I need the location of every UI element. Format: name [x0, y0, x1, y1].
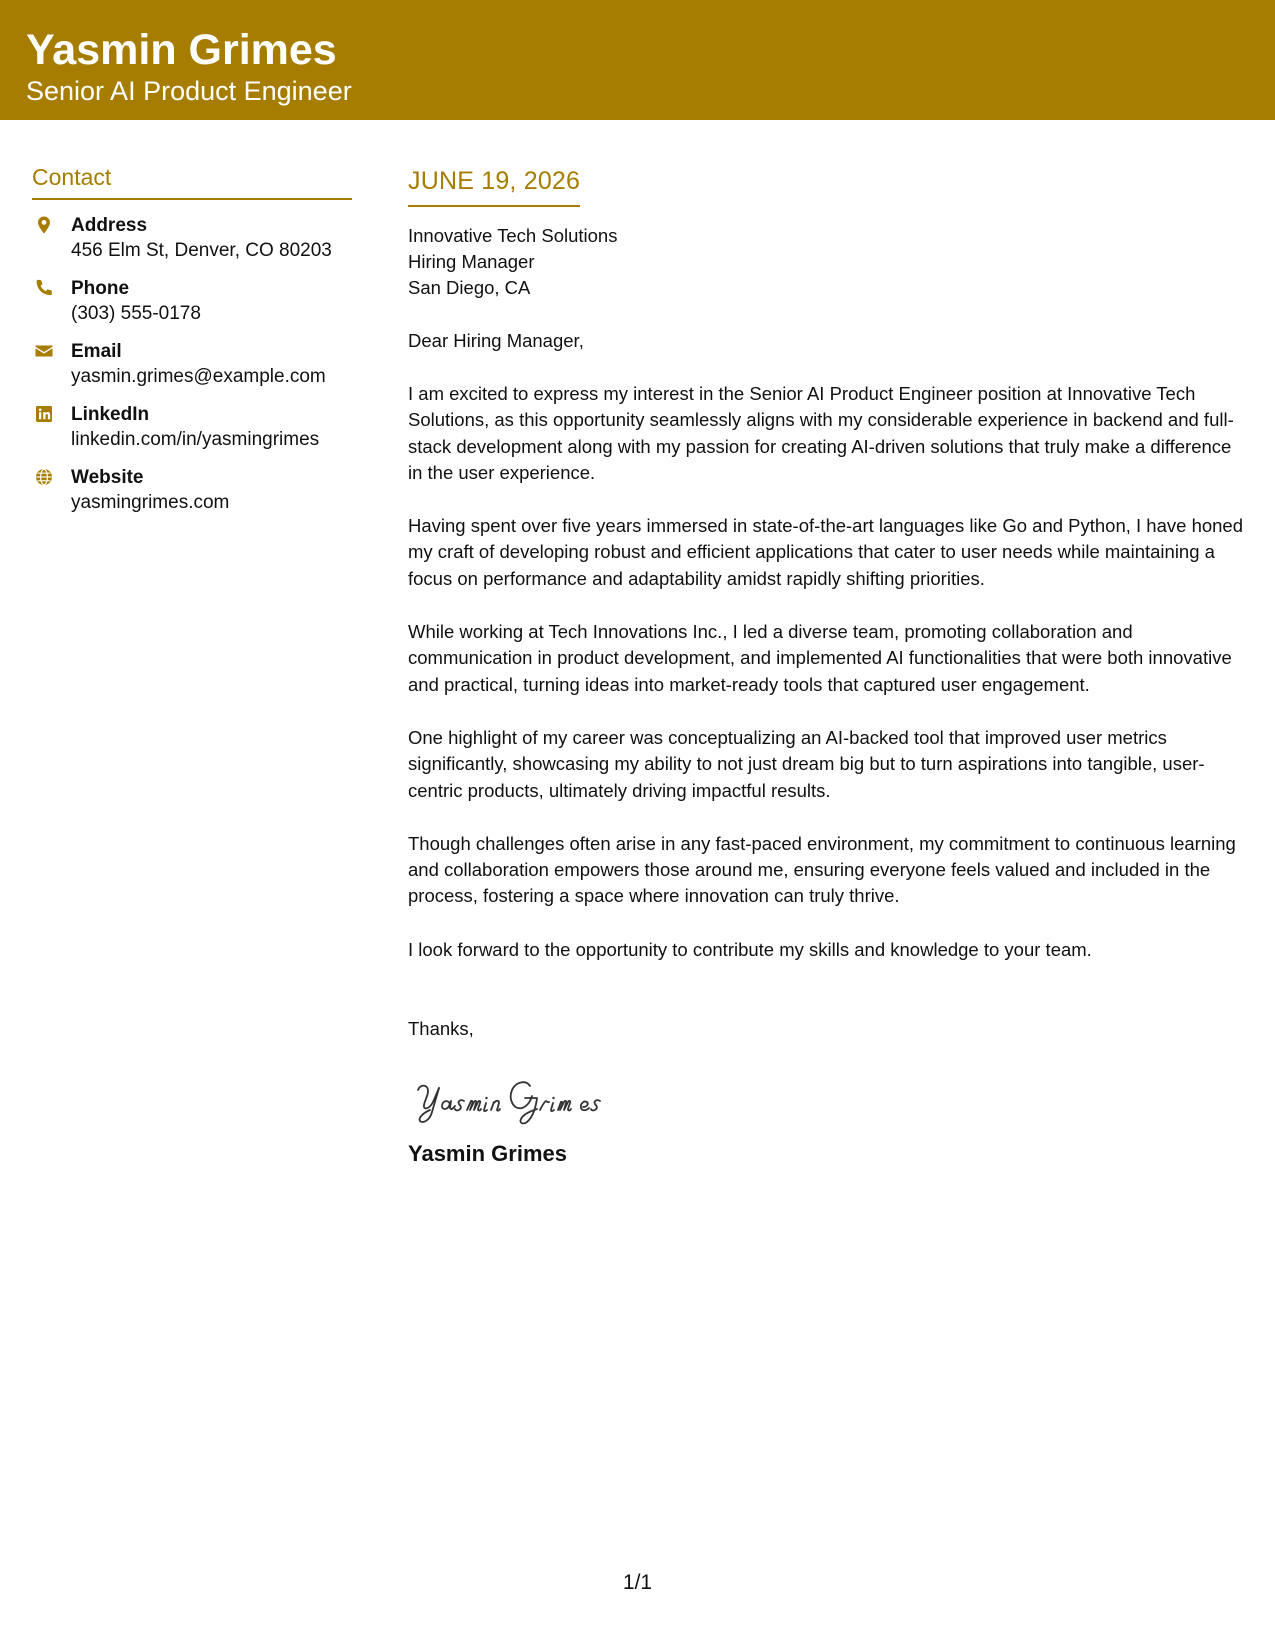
letter-date: JUNE 19, 2026 [408, 165, 580, 207]
linkedin-icon [34, 404, 54, 424]
contact-label: Address [71, 215, 148, 236]
contact-label: Phone [71, 278, 130, 299]
contact-item-phone [32, 277, 352, 340]
handwritten-signature [412, 1070, 672, 1130]
contact-value: 456 Elm St, Denver, CO 80203 [71, 240, 332, 261]
letter-body [408, 165, 1250, 1168]
salutation: Dear Hiring Manager, [408, 330, 584, 351]
letter-paragraph: I am excited to express my interest in the Senior AI Product Engineer position at Innovative Tech Solutions, as this opportunity seamlessly aligns with my considerable experience in backend and full-stack development along with my passion for creating AI-driven solutions that truly make a difference in the user experience. [408, 383, 1234, 483]
recipient-company: Innovative Tech Solutions [408, 225, 618, 246]
contact-item-email [32, 340, 352, 403]
closing: Thanks, [408, 1018, 474, 1040]
contact-heading: Contact [32, 162, 352, 200]
contact-list [32, 214, 352, 529]
recipient-role: Hiring Manager [408, 251, 535, 272]
contact-value: yasmingrimes.com [71, 492, 230, 513]
applicant-title: Senior AI Product Engineer [26, 76, 352, 106]
letter-paragraph: I look forward to the opportunity to contribute my skills and knowledge to your team. [408, 938, 1092, 960]
header-banner [0, 0, 1275, 120]
letter-paragraph: Having spent over five years immersed in state-of-the-art languages like Go and Python, I have honed my craft of developing robust and efficient applications that cater to user needs while maintaining a focus on performance and adaptability amidst rapidly shifting priorities. [408, 515, 1244, 589]
contact-label: LinkedIn [71, 404, 150, 425]
letter-paragraph: Though challenges often arise in any fast-paced environment, my commitment to continuous learning and collaboration empowers those around me, ensuring everyone feels valued and included in the process, fostering a space where innovation can truly thrive. [408, 832, 1236, 907]
applicant-name: Yasmin Grimes [26, 26, 337, 74]
page-number: 1/1 [622, 1571, 653, 1594]
recipient-block [408, 223, 1250, 301]
contact-item-website [32, 466, 352, 529]
contact-sidebar [32, 162, 352, 529]
contact-item-linkedin [32, 403, 352, 466]
signed-name: Yasmin Grimes [408, 1141, 567, 1167]
phone-icon [34, 278, 54, 298]
globe-icon [34, 467, 54, 487]
recipient-location: San Diego, CA [408, 277, 531, 298]
contact-item-address [32, 214, 352, 277]
contact-value: linkedin.com/in/yasmingrimes [71, 429, 320, 450]
contact-value: yasmin.grimes@example.com [71, 366, 326, 387]
contact-value: (303) 555-0178 [71, 303, 201, 324]
letter-paragraph: While working at Tech Innovations Inc., I led a diverse team, promoting collaboration and communication in product development, and implemented AI functionalities that were both innovative and practical, turning ideas into market-ready tools that captured user engagement. [408, 621, 1232, 695]
contact-label: Email [71, 341, 122, 362]
envelope-icon [34, 341, 54, 361]
map-pin-icon [34, 215, 54, 235]
contact-label: Website [71, 467, 144, 488]
letter-paragraph: One highlight of my career was conceptualizing an AI-backed tool that improved user metrics significantly, showcasing my ability to not just dream big but to turn aspirations into tangible, user-centric products, ultimately driving impactful results. [408, 726, 1205, 801]
